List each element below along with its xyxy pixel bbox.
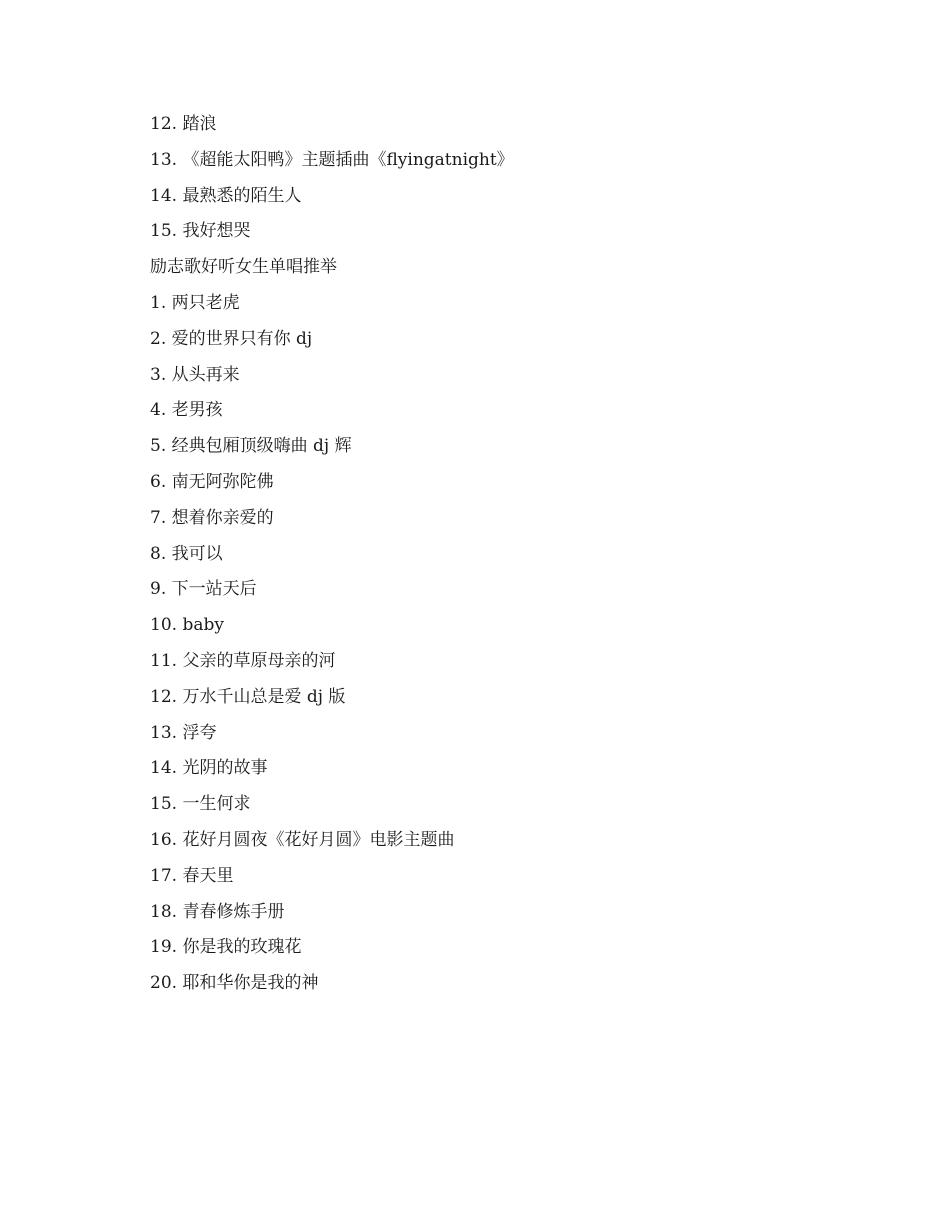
list-item: 18. 青春修炼手册 [150,901,285,922]
list-item: 4. 老男孩 [150,400,223,421]
list-item: 2. 爱的世界只有你 dj [150,328,313,349]
list-item: 16. 花好月圆夜《花好月圆》电影主题曲 [150,829,455,850]
list-item: 15. 我好想哭 [150,221,251,242]
list-item: 12. 万水千山总是爱 dj 版 [150,686,346,707]
list-item: 14. 最熟悉的陌生人 [150,185,302,206]
list-item: 6. 南无阿弥陀佛 [150,471,274,492]
list-item: 3. 从头再来 [150,364,240,385]
list-item: 12. 踏浪 [150,114,217,134]
list-item: 15. 一生何求 [150,794,251,815]
list-item: 10. baby [150,615,224,636]
list-item: 20. 耶和华你是我的神 [150,973,319,994]
list-item: 1. 两只老虎 [150,292,240,313]
list-item: 14. 光阴的故事 [150,758,268,779]
song-list [150,108,800,1003]
list-item: 5. 经典包厢顶级嗨曲 dj 辉 [150,436,352,457]
list-item: 11. 父亲的草原母亲的河 [150,650,336,671]
list-item: 13. 《超能太阳鸭》主题插曲《flyingatnight》 [150,149,514,170]
list-item: 7. 想着你亲爱的 [150,507,274,528]
list-item: 8. 我可以 [150,543,223,564]
list-item: 17. 春天里 [150,865,234,886]
list-item: 19. 你是我的玫瑰花 [150,937,302,958]
list-item: 9. 下一站天后 [150,579,257,600]
list-item: 13. 浮夸 [150,722,217,743]
section-heading: 励志歌好听女生单唱推举 [150,257,337,278]
